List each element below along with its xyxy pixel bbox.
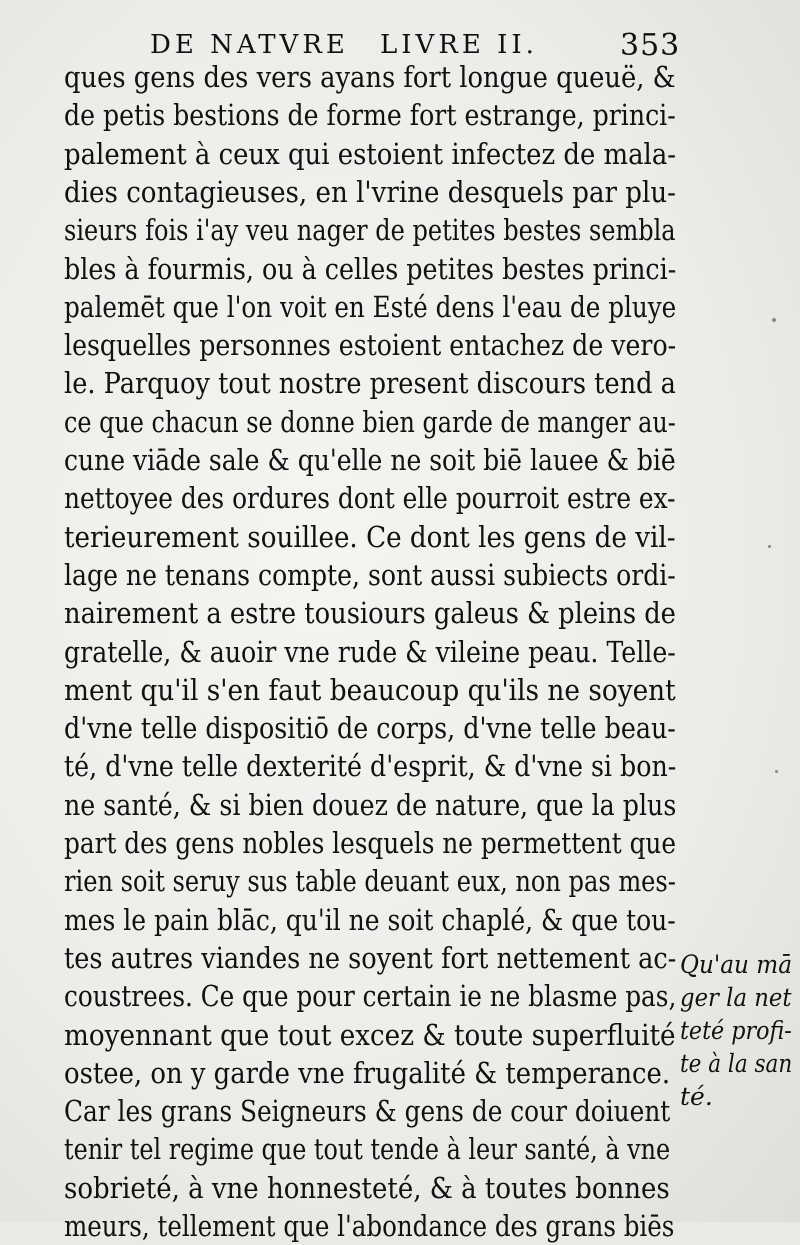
ink-speck	[772, 318, 776, 322]
text-line: nettoyee des ordures dont elle pourroit estre ex-	[64, 481, 676, 516]
text-line: ment qu'il s'en faut beaucoup qu'ils ne soyent	[64, 672, 676, 707]
text-line: le. Parquoy tout nostre present discours tend a	[64, 366, 676, 401]
text-line: sobrieté, à vne honnesteté, & à toutes bonnes	[64, 1170, 670, 1205]
text-line: gratelle, & auoir vne rude & vileine peau. Telle-	[64, 634, 676, 669]
text-line: d'vne telle dispositiō de corps, d'vne telle beau-	[64, 711, 676, 746]
text-line: terieurement souillee. Ce dont les gens de vil-	[64, 519, 676, 554]
text-line: meurs, tellement que l'abondance des grans biēs	[64, 1209, 675, 1243]
text-line: coustrees. Ce que pour certain ie ne blasme pas,	[64, 979, 677, 1014]
text-line: té, d'vne telle dexterité d'esprit, & d'vne si bon-	[64, 749, 677, 784]
ink-speck	[775, 770, 778, 773]
text-line: nairement a estre tousiours galeus & pleins de	[64, 596, 676, 631]
text-line: rien soit seruy sus table deuant eux, non pas mes-	[64, 864, 676, 899]
ink-speck	[768, 545, 771, 548]
text-line: palemēt que l'on voit en Esté dens l'eau de pluye	[64, 289, 677, 324]
text-line: moyennant que tout excez & toute superfluité	[64, 1017, 676, 1052]
text-line: part des gens nobles lesquels ne permettent que	[64, 826, 677, 860]
text-line: palement à ceux qui estoient infectez de mala-	[64, 136, 677, 171]
text-line: lage ne tenans compte, sont aussi subiects ordi-	[64, 557, 676, 592]
text-line: lesquelles personnes estoient entachez de vero-	[64, 328, 677, 363]
text-line: ne santé, & si bien douez de nature, que la plus	[64, 787, 677, 822]
margin-note-line: teté profi-	[680, 1016, 792, 1045]
text-line: de petis bestions de forme fort estrange, princi-	[64, 98, 676, 133]
text-line: sieurs fois i'ay veu nager de petites bestes sembla	[64, 213, 676, 248]
page-number: 353	[620, 28, 681, 63]
text-line: ce que chacun se donne bien garde de manger au-	[64, 404, 676, 439]
text-line: cune viāde sale & qu'elle ne soit biē lauee & biē	[64, 443, 676, 477]
text-line: ques gens des vers ayans fort longue queuë, &	[64, 60, 676, 94]
header-book: LIVRE II.	[380, 30, 538, 60]
margin-note-line: ger la net	[680, 983, 792, 1012]
text-line: Car les grans Seigneurs & gens de cour doiuent	[64, 1094, 671, 1129]
margin-note-line: Qu'au mā	[680, 950, 793, 979]
text-line: bles à fourmis, ou à celles petites bestes princi-	[64, 251, 677, 286]
text-line: ostee, on y garde vne frugalité & temperance.	[64, 1055, 671, 1090]
text-line: mes le pain blāc, qu'il ne soit chaplé, & que tou-	[64, 902, 676, 937]
margin-note-line: te à la san	[680, 1049, 793, 1078]
text-line: tes autres viandes ne soyent fort nettement ac-	[64, 940, 677, 975]
text-line: tenir tel regime que tout tende à leur santé, à vne	[64, 1132, 671, 1167]
text-line: dies contagieuses, en l'vrine desquels par plu-	[64, 174, 676, 209]
margin-note-line: té.	[680, 1082, 713, 1111]
header-title: DE NATVRE	[150, 30, 349, 60]
